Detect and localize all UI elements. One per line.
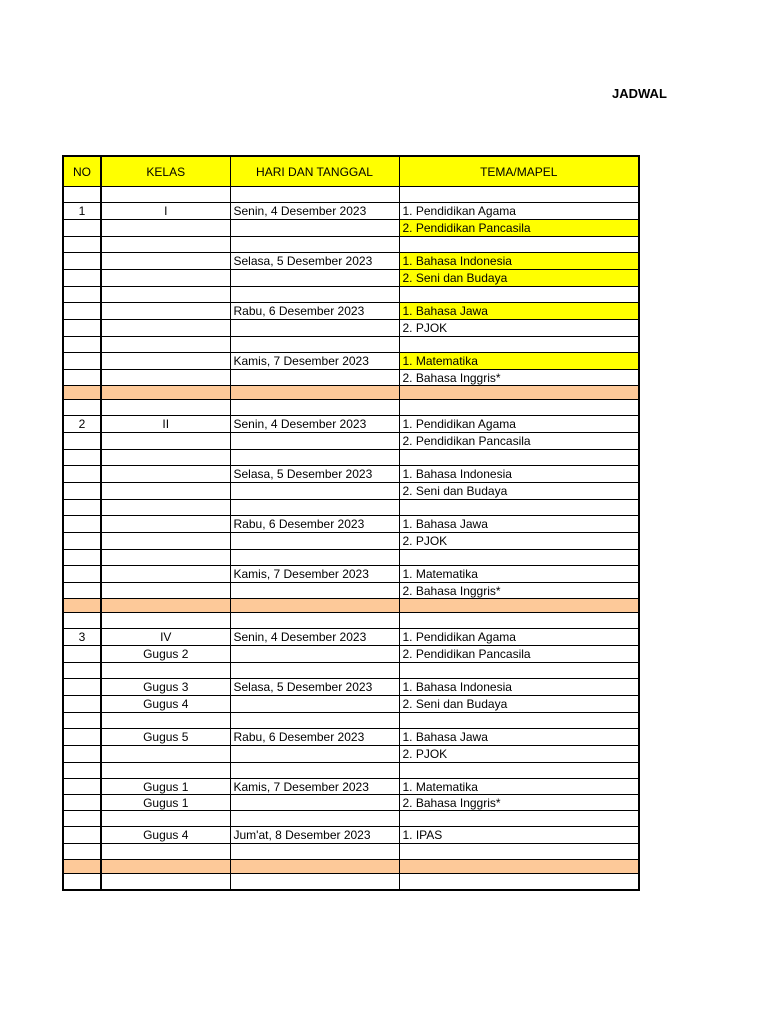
cell-kelas[interactable]: IV [101,629,230,646]
table-row [63,663,639,679]
cell-no[interactable] [63,400,101,416]
cell-hari-tanggal[interactable] [230,763,399,779]
cell-kelas[interactable] [101,237,230,253]
cell-tema-mapel[interactable]: 1. Matematika [399,353,639,370]
cell-kelas[interactable] [101,500,230,516]
cell-tema-mapel[interactable] [399,187,639,203]
cell-no[interactable] [63,516,101,533]
table-row [63,550,639,566]
cell-kelas[interactable] [101,320,230,337]
cell-no[interactable] [63,187,101,203]
cell-hari-tanggal[interactable]: Senin, 4 Desember 2023 [230,416,399,433]
cell-no[interactable] [63,763,101,779]
table-row [63,450,639,466]
cell-kelas[interactable] [101,860,230,874]
table-row [63,729,639,746]
cell-kelas[interactable] [101,450,230,466]
cell-no[interactable] [63,844,101,860]
cell-tema-mapel[interactable] [399,287,639,303]
cell-no[interactable] [63,287,101,303]
cell-kelas[interactable] [101,287,230,303]
cell-tema-mapel[interactable] [399,237,639,253]
cell-no[interactable]: 3 [63,629,101,646]
cell-tema-mapel[interactable] [399,713,639,729]
cell-hari-tanggal[interactable]: Jum'at, 8 Desember 2023 [230,827,399,844]
cell-hari-tanggal[interactable] [230,811,399,827]
cell-no[interactable] [63,746,101,763]
cell-tema-mapel[interactable] [399,550,639,566]
cell-tema-mapel[interactable] [399,844,639,860]
cell-no[interactable] [63,583,101,599]
header-row [63,156,639,187]
table-row [63,320,639,337]
cell-no[interactable] [63,713,101,729]
cell-tema-mapel[interactable]: 1. Bahasa Indonesia [399,466,639,483]
cell-tema-mapel[interactable] [399,811,639,827]
cell-no[interactable] [63,550,101,566]
cell-hari-tanggal[interactable] [230,386,399,400]
cell-no[interactable] [63,386,101,400]
cell-tema-mapel[interactable]: 1. Pendidikan Agama [399,203,639,220]
cell-hari-tanggal[interactable]: Selasa, 5 Desember 2023 [230,253,399,270]
header-no[interactable]: NO [63,156,101,187]
cell-tema-mapel[interactable]: 1. Bahasa Indonesia [399,679,639,696]
cell-kelas[interactable] [101,370,230,386]
cell-kelas[interactable] [101,533,230,550]
cell-tema-mapel[interactable] [399,450,639,466]
table-row [63,746,639,763]
cell-hari-tanggal[interactable] [230,696,399,713]
table-row [63,483,639,500]
cell-tema-mapel[interactable]: 2. Pendidikan Pancasila [399,220,639,237]
table-row [63,220,639,237]
cell-hari-tanggal[interactable] [230,874,399,891]
table-row [63,713,639,729]
cell-no[interactable] [63,303,101,320]
schedule-table [62,155,640,891]
cell-kelas[interactable]: Gugus 1 [101,795,230,811]
cell-kelas[interactable] [101,466,230,483]
cell-hari-tanggal[interactable] [230,663,399,679]
table-row [63,844,639,860]
table-row [63,187,639,203]
cell-kelas[interactable] [101,516,230,533]
cell-hari-tanggal[interactable]: Selasa, 5 Desember 2023 [230,466,399,483]
cell-hari-tanggal[interactable] [230,646,399,663]
table-row [63,583,639,599]
cell-hari-tanggal[interactable]: Rabu, 6 Desember 2023 [230,303,399,320]
cell-no[interactable]: 1 [63,203,101,220]
cell-tema-mapel[interactable] [399,599,639,613]
cell-hari-tanggal[interactable] [230,337,399,353]
cell-no[interactable] [63,646,101,663]
cell-hari-tanggal[interactable] [230,287,399,303]
cell-tema-mapel[interactable]: 2. PJOK [399,320,639,337]
cell-kelas[interactable] [101,270,230,287]
cell-hari-tanggal[interactable] [230,400,399,416]
cell-hari-tanggal[interactable] [230,450,399,466]
cell-tema-mapel[interactable]: 1. Bahasa Jawa [399,729,639,746]
cell-no[interactable] [63,220,101,237]
cell-no[interactable] [63,613,101,629]
cell-tema-mapel[interactable]: 1. Pendidikan Agama [399,629,639,646]
table-row [63,646,639,663]
cell-no[interactable] [63,811,101,827]
table-row [63,763,639,779]
cell-kelas[interactable]: Gugus 2 [101,646,230,663]
cell-tema-mapel[interactable]: 1. Bahasa Jawa [399,303,639,320]
cell-kelas[interactable] [101,599,230,613]
cell-tema-mapel[interactable]: 2. Bahasa Inggris* [399,370,639,386]
cell-tema-mapel[interactable] [399,874,639,891]
cell-no[interactable] [63,533,101,550]
table-row [63,466,639,483]
table-row [63,779,639,795]
cell-no[interactable] [63,827,101,844]
cell-no[interactable] [63,663,101,679]
table-row [63,533,639,550]
cell-tema-mapel[interactable]: 1. Bahasa Indonesia [399,253,639,270]
separator-row [63,386,639,400]
cell-no[interactable] [63,466,101,483]
cell-tema-mapel[interactable]: 1. Matematika [399,566,639,583]
cell-no[interactable] [63,483,101,500]
cell-tema-mapel[interactable]: 2. Bahasa Inggris* [399,795,639,811]
cell-no[interactable] [63,370,101,386]
cell-kelas[interactable]: Gugus 4 [101,696,230,713]
cell-no[interactable] [63,433,101,450]
cell-kelas[interactable] [101,713,230,729]
cell-kelas[interactable] [101,844,230,860]
cell-kelas[interactable] [101,483,230,500]
cell-hari-tanggal[interactable] [230,583,399,599]
cell-tema-mapel[interactable] [399,613,639,629]
table-row [63,270,639,287]
cell-tema-mapel[interactable]: 1. Matematika [399,779,639,795]
table-row [63,416,639,433]
cell-hari-tanggal[interactable] [230,483,399,500]
table-row [63,679,639,696]
cell-kelas[interactable]: Gugus 3 [101,679,230,696]
cell-no[interactable] [63,679,101,696]
cell-tema-mapel[interactable] [399,860,639,874]
cell-tema-mapel[interactable]: 1. Pendidikan Agama [399,416,639,433]
separator-row [63,599,639,613]
cell-hari-tanggal[interactable] [230,844,399,860]
cell-hari-tanggal[interactable] [230,795,399,811]
cell-hari-tanggal[interactable] [230,270,399,287]
cell-hari-tanggal[interactable] [230,237,399,253]
cell-hari-tanggal[interactable] [230,220,399,237]
header-tema-mapel[interactable]: TEMA/MAPEL [399,156,639,187]
cell-kelas[interactable] [101,337,230,353]
cell-tema-mapel[interactable]: 2. PJOK [399,533,639,550]
table-row [63,337,639,353]
cell-hari-tanggal[interactable] [230,533,399,550]
cell-hari-tanggal[interactable] [230,433,399,450]
table-row [63,795,639,811]
table-row [63,827,639,844]
cell-hari-tanggal[interactable]: Selasa, 5 Desember 2023 [230,679,399,696]
cell-no[interactable]: 2 [63,416,101,433]
cell-tema-mapel[interactable] [399,500,639,516]
table-row [63,811,639,827]
cell-hari-tanggal[interactable] [230,370,399,386]
cell-hari-tanggal[interactable]: Kamis, 7 Desember 2023 [230,779,399,795]
cell-no[interactable] [63,696,101,713]
cell-tema-mapel[interactable] [399,763,639,779]
cell-no[interactable] [63,320,101,337]
cell-kelas[interactable] [101,874,230,891]
cell-hari-tanggal[interactable] [230,187,399,203]
cell-kelas[interactable] [101,613,230,629]
cell-no[interactable] [63,337,101,353]
cell-kelas[interactable] [101,187,230,203]
cell-hari-tanggal[interactable]: Kamis, 7 Desember 2023 [230,353,399,370]
cell-kelas[interactable] [101,400,230,416]
cell-tema-mapel[interactable]: 2. Seni dan Budaya [399,270,639,287]
cell-tema-mapel[interactable] [399,663,639,679]
cell-kelas[interactable]: Gugus 5 [101,729,230,746]
cell-kelas[interactable] [101,566,230,583]
cell-no[interactable] [63,599,101,613]
table-row [63,237,639,253]
cell-kelas[interactable] [101,433,230,450]
cell-tema-mapel[interactable]: 2. Seni dan Budaya [399,696,639,713]
table-row [63,353,639,370]
cell-no[interactable] [63,795,101,811]
cell-hari-tanggal[interactable]: Senin, 4 Desember 2023 [230,629,399,646]
cell-hari-tanggal[interactable] [230,599,399,613]
cell-no[interactable] [63,450,101,466]
table-row [63,566,639,583]
cell-hari-tanggal[interactable] [230,550,399,566]
cell-tema-mapel[interactable]: 2. Bahasa Inggris* [399,583,639,599]
cell-no[interactable] [63,500,101,516]
cell-kelas[interactable] [101,220,230,237]
cell-hari-tanggal[interactable]: Rabu, 6 Desember 2023 [230,516,399,533]
cell-kelas[interactable] [101,550,230,566]
cell-no[interactable] [63,729,101,746]
cell-kelas[interactable] [101,583,230,599]
cell-kelas[interactable] [101,253,230,270]
cell-no[interactable] [63,237,101,253]
cell-tema-mapel[interactable]: 1. IPAS [399,827,639,844]
cell-hari-tanggal[interactable] [230,860,399,874]
table-row [63,500,639,516]
cell-no[interactable] [63,860,101,874]
header-hari-tanggal[interactable]: HARI DAN TANGGAL [230,156,399,187]
cell-kelas[interactable]: I [101,203,230,220]
cell-kelas[interactable]: Gugus 1 [101,779,230,795]
cell-hari-tanggal[interactable] [230,613,399,629]
cell-no[interactable] [63,353,101,370]
cell-hari-tanggal[interactable] [230,500,399,516]
table-row [63,203,639,220]
cell-hari-tanggal[interactable] [230,713,399,729]
cell-no[interactable] [63,874,101,891]
cell-hari-tanggal[interactable]: Rabu, 6 Desember 2023 [230,729,399,746]
table-row [63,629,639,646]
table-row [63,613,639,629]
cell-tema-mapel[interactable] [399,400,639,416]
cell-tema-mapel[interactable]: 2. Seni dan Budaya [399,483,639,500]
table-row [63,253,639,270]
cell-kelas[interactable]: Gugus 4 [101,827,230,844]
cell-hari-tanggal[interactable]: Senin, 4 Desember 2023 [230,203,399,220]
table-row [63,400,639,416]
table-row [63,433,639,450]
cell-tema-mapel[interactable]: 1. Bahasa Jawa [399,516,639,533]
table-row [63,696,639,713]
cell-no[interactable] [63,779,101,795]
cell-hari-tanggal[interactable] [230,320,399,337]
table-row [63,303,639,320]
cell-tema-mapel[interactable]: 2. Pendidikan Pancasila [399,646,639,663]
cell-kelas[interactable] [101,663,230,679]
cell-no[interactable] [63,270,101,287]
cell-kelas[interactable]: II [101,416,230,433]
table-row [63,287,639,303]
cell-no[interactable] [63,566,101,583]
cell-hari-tanggal[interactable] [230,746,399,763]
separator-row [63,860,639,874]
cell-kelas[interactable] [101,386,230,400]
cell-kelas[interactable] [101,353,230,370]
table-body [63,187,639,891]
cell-tema-mapel[interactable]: 2. Pendidikan Pancasila [399,433,639,450]
cell-hari-tanggal[interactable]: Kamis, 7 Desember 2023 [230,566,399,583]
cell-kelas[interactable] [101,811,230,827]
table-row [63,874,639,891]
page-title: JADWAL [612,86,667,101]
table-row [63,370,639,386]
cell-kelas[interactable] [101,763,230,779]
cell-no[interactable] [63,253,101,270]
schedule-sheet [62,155,638,891]
cell-tema-mapel[interactable] [399,337,639,353]
cell-tema-mapel[interactable] [399,386,639,400]
header-kelas[interactable]: KELAS [101,156,230,187]
cell-kelas[interactable] [101,303,230,320]
table-row [63,516,639,533]
cell-tema-mapel[interactable]: 2. PJOK [399,746,639,763]
cell-kelas[interactable] [101,746,230,763]
